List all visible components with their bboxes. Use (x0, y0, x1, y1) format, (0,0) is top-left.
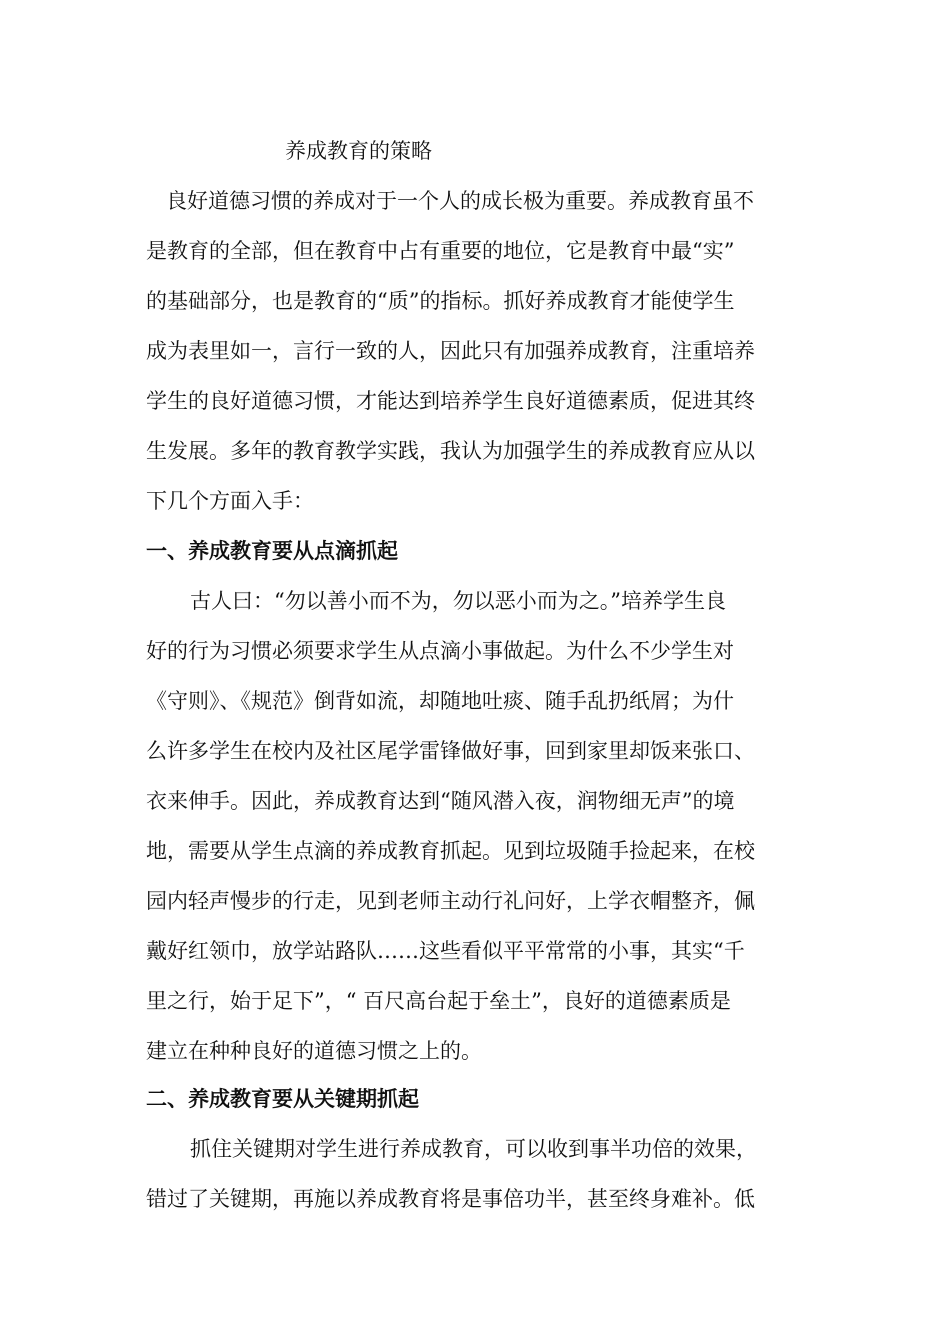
section1-line: 《守则》、《规范》倒背如流，却随地吐痰、随手乱扔纸屑；为什 (146, 689, 734, 713)
document-title: 养成教育的策略 (285, 139, 432, 163)
section1-line: 好的行为习惯必须要求学生从点滴小事做起。为什么不少学生对 (146, 639, 734, 663)
section1-line: 建立在种种良好的道德习惯之上的。 (146, 1039, 482, 1063)
section2-line: 抓住关键期对学生进行养成教育，可以收到事半功倍的效果， (190, 1137, 757, 1161)
intro-line: 生发展。多年的教育教学实践，我认为加强学生的养成教育应从以 (146, 439, 755, 463)
section-heading-2: 二、养成教育要从关键期抓起 (146, 1087, 419, 1111)
intro-line: 学生的良好道德习惯，才能达到培养学生良好道德素质，促进其终 (146, 389, 755, 413)
section-heading-1: 一、养成教育要从点滴抓起 (146, 539, 398, 563)
section1-line: 衣来伸手。因此，养成教育达到“随风潜入夜，润物细无声”的境 (146, 789, 735, 813)
intro-line: 良好道德习惯的养成对于一个人的成长极为重要。养成教育虽不 (166, 189, 754, 213)
section2-line: 错过了关键期，再施以养成教育将是事倍功半，甚至终身难补。低 (146, 1187, 755, 1211)
intro-line: 的基础部分，也是教育的“质”的指标。抓好养成教育才能使学生 (146, 289, 735, 313)
section1-line: 园内轻声慢步的行走，见到老师主动行礼问好，上学衣帽整齐，佩 (146, 889, 755, 913)
section1-line: 么许多学生在校内及社区尾学雷锋做好事，回到家里却饭来张口、 (146, 739, 755, 763)
intro-line: 是教育的全部，但在教育中占有重要的地位，它是教育中最“实” (146, 239, 735, 263)
section1-line: 古人曰：“勿以善小而不为，勿以恶小而为之。”培养学生良 (190, 589, 726, 613)
intro-line: 下几个方面入手： (146, 489, 314, 513)
section1-line: 里之行，始于足下”，“ 百尺高台起于垒土”，良好的道德素质是 (146, 989, 731, 1013)
intro-line: 成为表里如一，言行一致的人，因此只有加强养成教育，注重培养 (146, 339, 755, 363)
section1-line: 地，需要从学生点滴的养成教育抓起。见到垃圾随手捡起来，在校 (146, 839, 755, 863)
section1-line: 戴好红领巾，放学站路队……这些看似平平常常的小事，其实“千 (146, 939, 745, 963)
